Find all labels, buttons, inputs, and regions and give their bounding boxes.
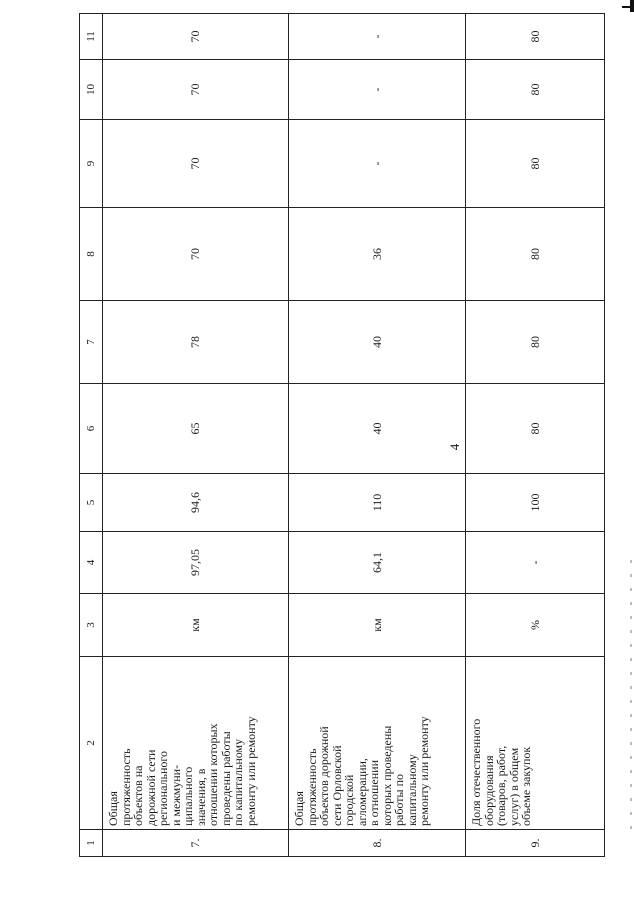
col-header-2: 2 bbox=[80, 657, 103, 830]
cell-col4: 64,1 bbox=[289, 532, 466, 594]
row-description: Доля отечественного оборудования (товаров, работ, услуг) в общем объеме закупок bbox=[466, 657, 605, 830]
row-number: 7. bbox=[103, 830, 289, 857]
col-header-8: 8 bbox=[80, 208, 103, 301]
page-number: 4 bbox=[447, 443, 462, 451]
col-header-9: 9 bbox=[80, 120, 103, 208]
cell-col4: - bbox=[466, 532, 605, 594]
row-description: Общая протяженность объектов дорожной сети Орловской городской агломерации, в отношении которых проведены работы по капитальному ремонту или ремонту bbox=[289, 657, 466, 830]
col-header-4: 4 bbox=[80, 532, 103, 594]
cell-col6: 80 bbox=[466, 384, 605, 474]
cell-col6: 40 bbox=[289, 384, 466, 474]
cell-col11: 80 bbox=[466, 14, 605, 60]
cell-col9: 80 bbox=[466, 120, 605, 208]
cell-col8: 36 bbox=[289, 208, 466, 301]
cell-col5: 100 bbox=[466, 474, 605, 532]
cell-col11: - bbox=[289, 14, 466, 60]
row-number: 8. bbox=[289, 830, 466, 857]
cell-col9: 70 bbox=[103, 120, 289, 208]
cell-col11: 70 bbox=[103, 14, 289, 60]
cell-col8: 70 bbox=[103, 208, 289, 301]
col-header-10: 10 bbox=[80, 60, 103, 120]
cell-col9: - bbox=[289, 120, 466, 208]
cell-col7: 78 bbox=[103, 301, 289, 384]
cell-col7: 80 bbox=[466, 301, 605, 384]
header-row bbox=[80, 14, 103, 857]
cell-col5: 110 bbox=[289, 474, 466, 532]
corner-mark bbox=[620, 0, 634, 12]
scan-edge-marks bbox=[630, 560, 632, 840]
cell-col7: 40 bbox=[289, 301, 466, 384]
cell-col10: 70 bbox=[103, 60, 289, 120]
table-row bbox=[289, 14, 466, 857]
cell-col5: 94,6 bbox=[103, 474, 289, 532]
cell-col4: 97,05 bbox=[103, 532, 289, 594]
table-row bbox=[103, 14, 289, 857]
row-description: Общая протяженность объектов на дорожной сети регионального и межмуни- ципального значения, в отношении которых проведены работы по капитальному ремонту или ремонту bbox=[103, 657, 289, 830]
col-header-6: 6 bbox=[80, 384, 103, 474]
cell-col6: 65 bbox=[103, 384, 289, 474]
col-header-3: 3 bbox=[80, 594, 103, 657]
col-header-1: 1 bbox=[80, 830, 103, 857]
row-unit: % bbox=[466, 594, 605, 657]
rotated-table-container bbox=[79, 14, 604, 857]
table-row bbox=[466, 14, 605, 857]
row-unit: км bbox=[103, 594, 289, 657]
cell-col10: 80 bbox=[466, 60, 605, 120]
col-header-5: 5 bbox=[80, 474, 103, 532]
indicators-table bbox=[79, 13, 605, 857]
cell-col10: - bbox=[289, 60, 466, 120]
cell-col8: 80 bbox=[466, 208, 605, 301]
row-number: 9. bbox=[466, 830, 605, 857]
row-unit: км bbox=[289, 594, 466, 657]
col-header-7: 7 bbox=[80, 301, 103, 384]
col-header-11: 11 bbox=[80, 14, 103, 60]
